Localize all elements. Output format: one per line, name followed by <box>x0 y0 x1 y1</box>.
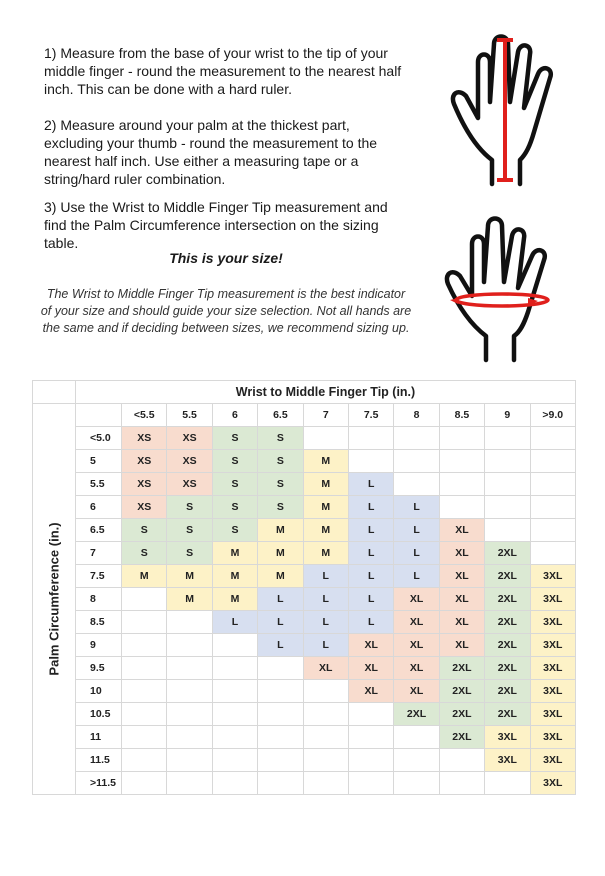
size-cell <box>212 772 257 795</box>
size-cell: L <box>303 588 348 611</box>
row-header: 9.5 <box>76 657 122 680</box>
size-cell: S <box>212 519 257 542</box>
size-cell: XL <box>348 680 393 703</box>
column-header: 8.5 <box>439 404 484 427</box>
column-header: 5.5 <box>167 404 212 427</box>
size-cell <box>439 473 484 496</box>
size-cell <box>348 703 393 726</box>
size-cell <box>530 519 575 542</box>
size-cell: XL <box>439 565 484 588</box>
size-table <box>32 380 576 795</box>
size-cell: 3XL <box>530 657 575 680</box>
size-cell <box>303 772 348 795</box>
size-cell: M <box>258 542 303 565</box>
size-cell <box>212 726 257 749</box>
size-cell: XL <box>394 680 439 703</box>
row-header: 8 <box>76 588 122 611</box>
size-cell <box>122 726 167 749</box>
size-cell <box>485 519 530 542</box>
size-cell <box>394 749 439 772</box>
size-chart <box>32 380 575 850</box>
size-cell <box>485 473 530 496</box>
table-row <box>33 565 576 588</box>
hand-palm-measure-icon <box>428 214 568 366</box>
size-cell: L <box>348 473 393 496</box>
size-cell: M <box>212 588 257 611</box>
size-cell <box>212 634 257 657</box>
size-cell: XL <box>348 657 393 680</box>
size-cell: XL <box>439 542 484 565</box>
size-cell: L <box>258 634 303 657</box>
table-row <box>33 703 576 726</box>
hand-length-measure-icon <box>434 32 574 192</box>
size-cell: M <box>258 565 303 588</box>
table-row <box>33 634 576 657</box>
row-header: 10.5 <box>76 703 122 726</box>
table-row <box>33 611 576 634</box>
size-cell <box>167 703 212 726</box>
size-cell <box>530 450 575 473</box>
size-cell <box>122 634 167 657</box>
table-row <box>33 588 576 611</box>
size-cell: S <box>258 496 303 519</box>
size-cell: L <box>258 611 303 634</box>
size-cell: XS <box>167 473 212 496</box>
size-cell <box>394 772 439 795</box>
size-cell: XL <box>303 657 348 680</box>
size-cell: XS <box>167 450 212 473</box>
size-cell <box>394 450 439 473</box>
size-cell: L <box>394 496 439 519</box>
size-cell: 2XL <box>485 588 530 611</box>
size-cell: 3XL <box>485 726 530 749</box>
size-cell: 2XL <box>485 634 530 657</box>
instruction-step-2: 2) Measure around your palm at the thickest part, excluding your thumb - round the measurement to the nearest half inch. Use either a measuring tape or a string/hard ruler combination. <box>44 117 378 187</box>
table-row <box>33 749 576 772</box>
size-cell: S <box>212 427 257 450</box>
size-cell: 2XL <box>439 657 484 680</box>
size-cell: 2XL <box>485 703 530 726</box>
size-cell <box>303 427 348 450</box>
size-cell: 3XL <box>530 726 575 749</box>
size-cell <box>530 427 575 450</box>
size-cell: S <box>167 542 212 565</box>
size-cell: L <box>348 519 393 542</box>
size-cell: S <box>122 519 167 542</box>
row-header: 11.5 <box>76 749 122 772</box>
size-cell <box>122 611 167 634</box>
column-header: 6 <box>212 404 257 427</box>
size-cell <box>530 542 575 565</box>
row-header: <5.0 <box>76 427 122 450</box>
size-cell: L <box>303 565 348 588</box>
column-header: 9 <box>485 404 530 427</box>
size-cell: M <box>303 542 348 565</box>
size-cell <box>348 726 393 749</box>
size-cell <box>303 726 348 749</box>
row-header: 7.5 <box>76 565 122 588</box>
row-header: 11 <box>76 726 122 749</box>
size-cell <box>394 726 439 749</box>
size-cell: 3XL <box>530 703 575 726</box>
size-cell: S <box>212 496 257 519</box>
size-cell <box>167 657 212 680</box>
size-cell: L <box>303 634 348 657</box>
size-cell: 3XL <box>530 749 575 772</box>
size-cell: XL <box>439 611 484 634</box>
size-cell <box>439 450 484 473</box>
size-cell: M <box>212 542 257 565</box>
size-cell: L <box>394 542 439 565</box>
size-cell: L <box>348 611 393 634</box>
table-row <box>33 772 576 795</box>
row-header: 8.5 <box>76 611 122 634</box>
row-header: 9 <box>76 634 122 657</box>
size-cell <box>303 703 348 726</box>
size-cell: L <box>303 611 348 634</box>
row-header: 5.5 <box>76 473 122 496</box>
size-cell: M <box>303 450 348 473</box>
size-cell: 3XL <box>530 611 575 634</box>
size-cell <box>167 749 212 772</box>
column-header: <5.5 <box>122 404 167 427</box>
size-cell: 2XL <box>485 657 530 680</box>
size-cell: M <box>303 473 348 496</box>
size-cell: XL <box>439 588 484 611</box>
size-cell <box>122 749 167 772</box>
size-cell <box>258 726 303 749</box>
size-cell <box>122 588 167 611</box>
size-cell: S <box>258 450 303 473</box>
table-row <box>33 473 576 496</box>
table-row <box>33 680 576 703</box>
size-cell <box>439 772 484 795</box>
size-cell: S <box>167 519 212 542</box>
row-header: 10 <box>76 680 122 703</box>
size-cell <box>303 749 348 772</box>
size-cell: XL <box>348 634 393 657</box>
row-header: 5 <box>76 450 122 473</box>
size-cell: M <box>303 519 348 542</box>
size-cell: M <box>212 565 257 588</box>
size-callout: This is your size! <box>169 250 283 266</box>
size-cell <box>122 680 167 703</box>
row-header: 7 <box>76 542 122 565</box>
size-cell: M <box>122 565 167 588</box>
size-cell: L <box>348 565 393 588</box>
size-cell: S <box>258 427 303 450</box>
size-cell <box>122 703 167 726</box>
size-cell <box>439 749 484 772</box>
size-cell: S <box>122 542 167 565</box>
size-cell: XS <box>122 450 167 473</box>
size-cell: XL <box>394 634 439 657</box>
sizing-note: The Wrist to Middle Finger Tip measurement is the best indicator of your size and should guide your size selection. Not all hands are the same and if deciding between sizes, we recommend sizing up. <box>40 287 412 335</box>
size-cell <box>439 427 484 450</box>
size-cell <box>348 772 393 795</box>
size-cell: XL <box>394 588 439 611</box>
size-cell <box>303 680 348 703</box>
size-cell: 2XL <box>394 703 439 726</box>
size-cell: S <box>212 473 257 496</box>
size-cell: 3XL <box>485 749 530 772</box>
size-cell: M <box>303 496 348 519</box>
size-cell: M <box>167 565 212 588</box>
header-blank-cell <box>76 404 122 427</box>
size-cell <box>258 749 303 772</box>
row-header: 6 <box>76 496 122 519</box>
size-cell: 3XL <box>530 772 575 795</box>
column-title: Wrist to Middle Finger Tip (in.) <box>76 381 576 404</box>
table-row <box>33 542 576 565</box>
size-cell: S <box>167 496 212 519</box>
size-cell: 2XL <box>439 680 484 703</box>
size-cell <box>212 749 257 772</box>
size-cell <box>439 496 484 519</box>
size-cell <box>122 772 167 795</box>
row-title-cell <box>33 404 76 795</box>
size-cell: 2XL <box>439 703 484 726</box>
size-cell: 3XL <box>530 680 575 703</box>
table-row <box>33 427 576 450</box>
size-cell <box>485 772 530 795</box>
table-row <box>33 450 576 473</box>
size-cell <box>167 772 212 795</box>
size-cell <box>530 496 575 519</box>
size-cell <box>212 703 257 726</box>
size-cell: L <box>348 542 393 565</box>
size-cell <box>348 749 393 772</box>
size-cell: XL <box>394 611 439 634</box>
size-cell: XS <box>122 473 167 496</box>
column-header: 8 <box>394 404 439 427</box>
column-header: 6.5 <box>258 404 303 427</box>
size-cell: XL <box>439 519 484 542</box>
column-header: >9.0 <box>530 404 575 427</box>
size-cell <box>394 427 439 450</box>
size-cell <box>212 657 257 680</box>
size-cell <box>485 450 530 473</box>
size-cell <box>258 657 303 680</box>
size-cell: XS <box>122 496 167 519</box>
size-cell <box>530 473 575 496</box>
size-cell <box>167 726 212 749</box>
instruction-step-1: 1) Measure from the base of your wrist to the tip of your middle finger - round the measurement to the nearest half inch. This can be done with a hard ruler. <box>44 45 402 97</box>
size-cell: XL <box>394 657 439 680</box>
size-cell: L <box>348 588 393 611</box>
size-cell: 2XL <box>485 680 530 703</box>
size-cell <box>394 473 439 496</box>
size-cell: 3XL <box>530 634 575 657</box>
size-cell <box>212 680 257 703</box>
size-cell: L <box>394 565 439 588</box>
table-corner <box>33 381 76 404</box>
size-cell: 3XL <box>530 588 575 611</box>
row-header: 6.5 <box>76 519 122 542</box>
size-cell: M <box>167 588 212 611</box>
size-cell <box>485 496 530 519</box>
size-cell <box>258 680 303 703</box>
size-cell <box>167 634 212 657</box>
size-cell <box>258 703 303 726</box>
column-header: 7.5 <box>348 404 393 427</box>
instruction-step-3: 3) Use the Wrist to Middle Finger Tip measurement and find the Palm Circumference intersection on the sizing table. <box>44 199 388 251</box>
size-cell: L <box>348 496 393 519</box>
size-cell: M <box>258 519 303 542</box>
size-cell: 2XL <box>439 726 484 749</box>
row-header: >11.5 <box>76 772 122 795</box>
size-cell: S <box>212 450 257 473</box>
size-cell: L <box>212 611 257 634</box>
size-cell: 2XL <box>485 611 530 634</box>
size-cell: S <box>258 473 303 496</box>
size-cell: 3XL <box>530 565 575 588</box>
table-row <box>33 519 576 542</box>
size-cell: XS <box>122 427 167 450</box>
table-row <box>33 657 576 680</box>
size-cell: 2XL <box>485 542 530 565</box>
size-cell: XL <box>439 634 484 657</box>
size-cell <box>122 657 167 680</box>
size-cell: L <box>258 588 303 611</box>
table-row <box>33 726 576 749</box>
row-title: Palm Circumference (in.) <box>46 522 62 676</box>
size-cell <box>167 611 212 634</box>
size-cell <box>348 427 393 450</box>
size-cell <box>258 772 303 795</box>
size-cell <box>348 450 393 473</box>
size-cell: XS <box>167 427 212 450</box>
column-header: 7 <box>303 404 348 427</box>
size-cell: L <box>394 519 439 542</box>
size-cell <box>167 680 212 703</box>
size-cell <box>485 427 530 450</box>
size-cell: 2XL <box>485 565 530 588</box>
table-row <box>33 496 576 519</box>
